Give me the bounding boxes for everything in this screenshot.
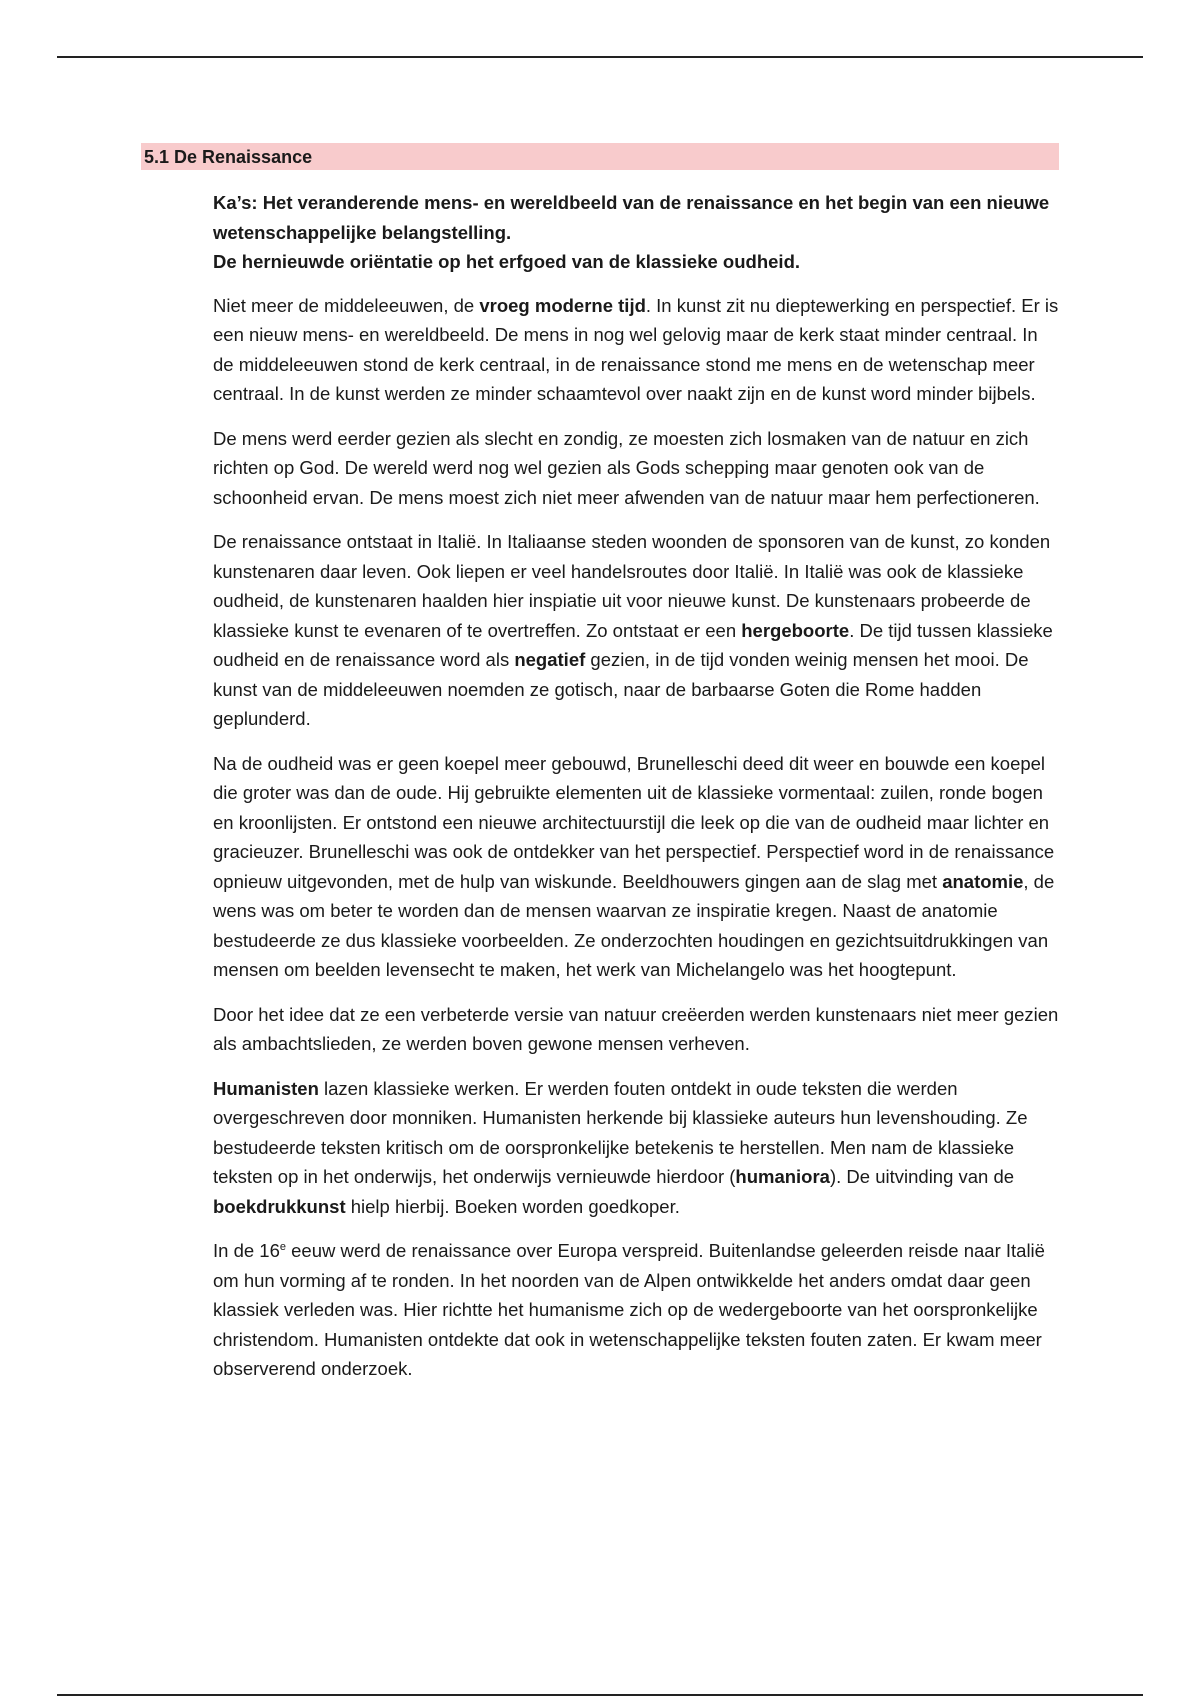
paragraph-italy: De renaissance ontstaat in Italië. In Italiaanse steden woonden de sponsoren van de kunst, zo konden kunstenaren daar leven. Ook liepen er veel handelsroutes door Italië. In Italië was ook de klassieke oudheid, de kunstenaren haalden hier inspiatie uit voor nieuwe kunst. De kunstenaars probeerde de klassieke kunst te evenaren of te overtreffen. Zo ontstaat er een hergeboorte. De tijd tussen klassieke oudheid en de renaissance word als negatief gezien, in de tijd vonden weinig mensen het mooi. De kunst van de middeleeuwen noemden ze gotisch, naar de barbaarse Goten die Rome hadden geplunderd. [213,531,1053,729]
document-body [213,188,1063,1399]
section-heading: 5.1 De Renaissance [144,147,313,167]
paragraph-spread: In de 16e eeuw werd de renaissance over Europa verspreid. Buitenlandse geleerden reisde naar Italië om hun vorming af te ronden. In het noorden van de Alpen ontwikkelde het anders omdat daar geen klassiek verleden was. Hier richtte het humanisme zich op de wedergeboorte van het oorspronkelijke christendom. Humanisten ontdekte dat ook in wetenschappelijke teksten fouten zaten. Er kwam meer observerend onderzoek. [213,1240,1045,1379]
paragraph-humanists: Humanisten lazen klassieke werken. Er werden fouten ontdekt in oude teksten die werden overgeschreven door monniken. Humanisten herkende bij klassieke auteurs hun levenshouding. Ze bestudeerde teksten kritisch om de oorspronkelijke betekenis te herstellen. Men nam de klassieke teksten op in het onderwijs, het onderwijs vernieuwde hierdoor (humaniora). De uitvinding van de boekdrukkunst hielp hierbij. Boeken worden goedkoper. [213,1077,1028,1217]
term-negatief: negatief [514,649,586,670]
header-rule [57,56,1143,58]
key-concepts [213,188,1063,277]
term-hergeboorte: hergeboorte [741,619,850,641]
section-heading-bar [141,143,1059,170]
term-anatomie: anatomie [942,870,1024,892]
term-humanisten: Humanisten [213,1077,319,1099]
paragraph-brunelleschi: Na de oudheid was er geen koepel meer gebouwd, Brunelleschi deed dit weer en bouwde een koepel die groter was dan de oude. Hij gebruikte elementen uit de klassieke vormentaal: zuilen, ronde bogen en kroonlijsten. Er ontstond een nieuwe architectuurstijl die leek op die van de oudheid maar lichter en gracieuzer. Brunelleschi was ook de ontdekker van het perspectief. Perspectief word in de renaissance opnieuw uitgevonden, met de hulp van wiskunde. Beeldhouwers gingen aan de slag met anatomie, de wens was om beter te worden dan de mensen waarvan ze inspiratie kregen. Naast de anatomie bestudeerde ze dus klassieke voorbeelden. Ze onderzochten houdingen en gezichtsuitdrukkingen van mensen om beelden levensecht te maken, het werk van Michelangelo was het hoogtepunt. [213,752,1055,980]
term-boekdrukkunst: boekdrukkunst [213,1195,346,1217]
paragraph-early-modern: Niet meer de middeleeuwen, de vroeg moderne tijd. In kunst zit nu dieptewerking en perspectief. Er is een nieuw mens- en wereldbeeld. De mens in nog wel gelovig maar de kerk staat minder centraal. In de middeleeuwen stond de kerk centraal, in de renaissance stond me mens en de wetenschap meer centraal. In de kunst werden ze minder schaamtevol over naakt zijn en de kunst word minder bijbels. [213,294,1059,404]
key-concept-line: Ka’s: Het veranderende mens- en wereldbeeld van de renaissance en het begin van een nieuwe wetenschappelijke belangstelling. [213,192,1050,243]
paragraph-worldview: De mens werd eerder gezien als slecht en zondig, ze moesten zich losmaken van de natuur en zich richten op God. De wereld werd nog wel gezien als Gods schepping maar genoten ook van de schoonheid ervan. De mens moest zich niet meer afwenden van de natuur maar hem perfectioneren. [213,427,1040,508]
superscript-e: e [279,1240,286,1253]
paragraph-artists: Door het idee dat ze een verbeterde versie van natuur creëerden werden kunstenaars niet meer gezien als ambachtslieden, ze werden boven gewone mensen verheven. [213,1003,1059,1054]
term-humaniora: humaniora [735,1166,830,1187]
term-vroeg-moderne-tijd: vroeg moderne tijd [479,294,646,316]
footer-rule [57,1694,1143,1696]
key-concept-line: De hernieuwde oriëntatie op het erfgoed van de klassieke oudheid. [213,251,801,272]
